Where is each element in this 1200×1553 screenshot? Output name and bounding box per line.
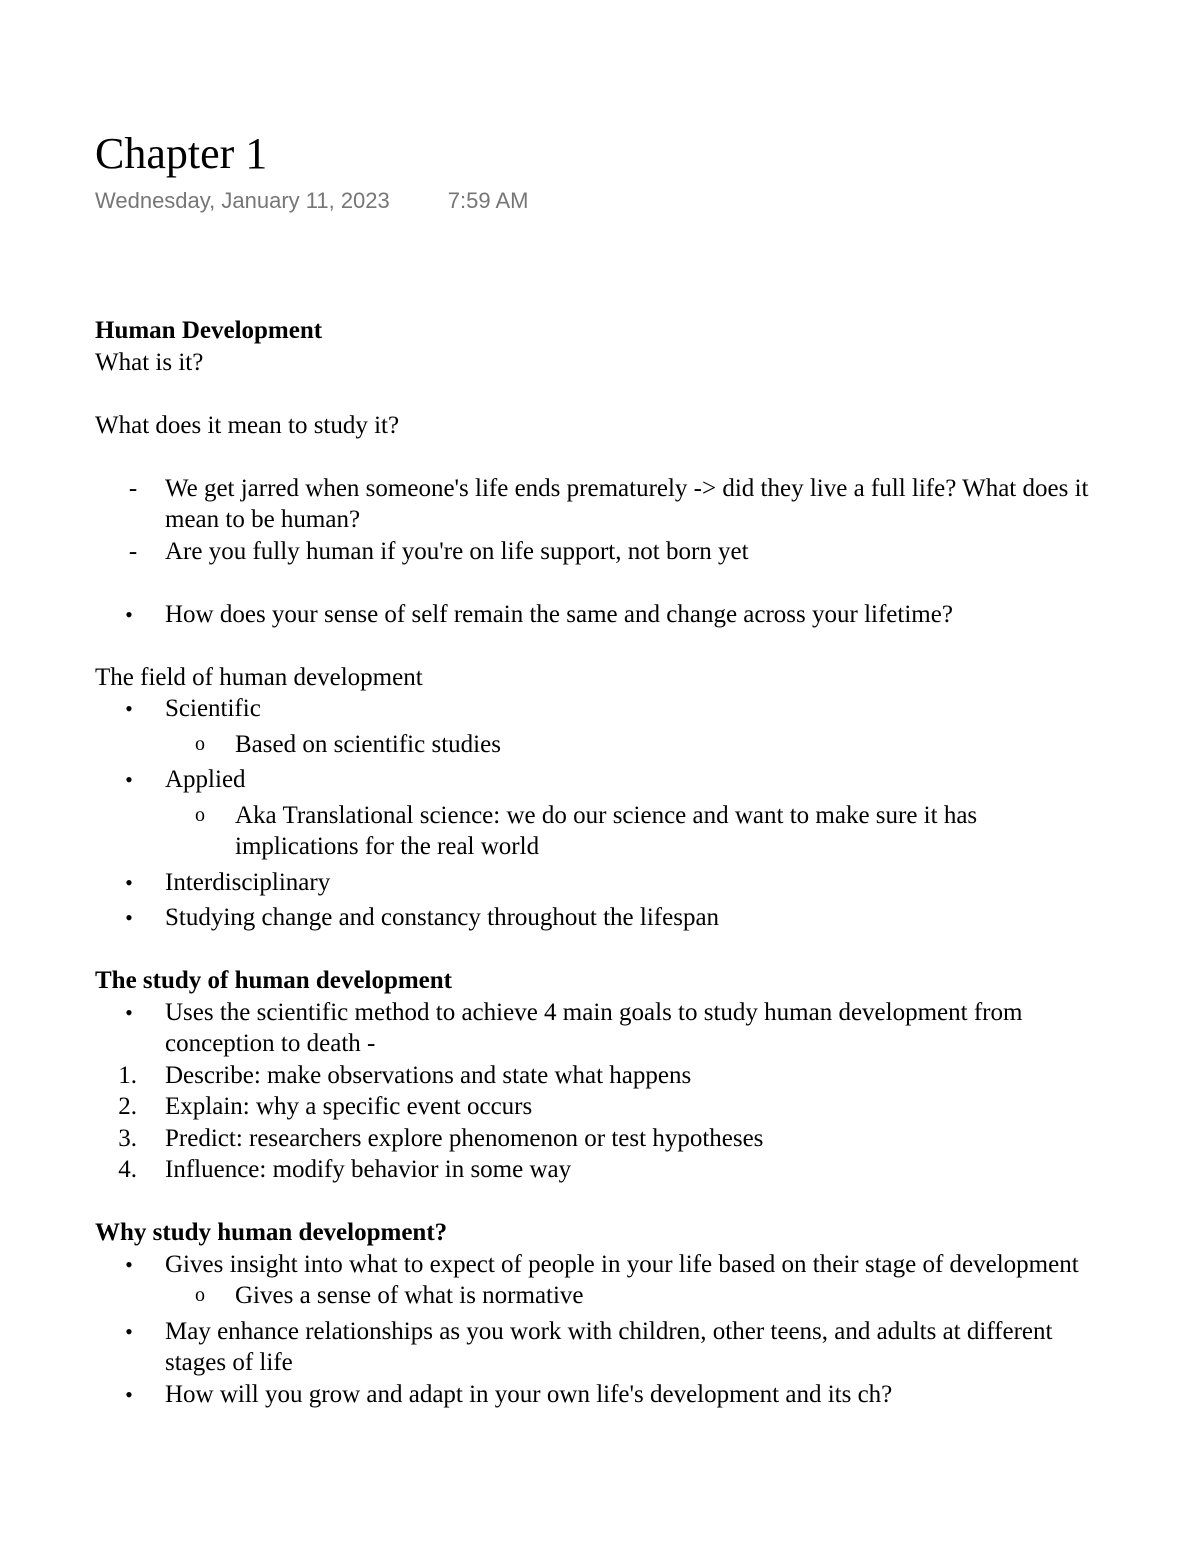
page-date: Wednesday, January 11, 2023 <box>95 188 390 213</box>
list-item: - We get jarred when someone's life ends prematurely -> did they live a full life? What does it mean to be human? <box>128 474 1089 533</box>
list-item: • Gives insight into what to expect of people in your life based on their stage of development <box>125 1250 1079 1278</box>
bullet-list <box>95 997 1105 1060</box>
list-item: • May enhance relationships as you work with children, other teens, and adults at different stages of life <box>125 1317 1053 1376</box>
list-item: o Gives a sense of what is normative <box>195 1282 584 1309</box>
list-item: 4. Influence: modify behavior in some way <box>118 1156 572 1183</box>
list-item: • Scientific <box>125 695 261 722</box>
bullet-list <box>95 599 1105 631</box>
question-what-is-it: What is it? <box>95 348 204 376</box>
bullet-list <box>95 764 1105 796</box>
bullet-list <box>95 1316 1105 1411</box>
list-item: • Studying change and constancy throughout the lifespan <box>125 904 720 931</box>
note-page <box>95 0 1105 1553</box>
list-item: • How does your sense of self remain the same and change across your lifetime? <box>125 600 953 628</box>
page-time: 7:59 AM <box>447 188 529 213</box>
page-title[interactable]: Chapter 1 <box>95 129 268 178</box>
section-heading-field: The field of human development <box>95 663 423 691</box>
section-heading-study: The study of human development <box>95 967 452 994</box>
list-item: 1. Describe: make observations and state what happens <box>118 1061 692 1089</box>
section-heading-human-development: Human Development <box>95 317 323 344</box>
section-heading-why: Why study human development? <box>95 1219 448 1246</box>
page-meta <box>95 187 528 215</box>
list-item: 3. Predict: researchers explore phenomenon or test hypotheses <box>118 1124 764 1152</box>
sub-bullet-list <box>95 1280 1105 1312</box>
bullet-list <box>95 693 1105 725</box>
sub-bullet-list <box>95 729 1105 761</box>
bullet-list <box>95 867 1105 934</box>
list-item: o Based on scientific studies <box>195 730 501 758</box>
list-item: o Aka Translational science: we do our science and want to make sure it has implications for the real world <box>195 801 978 860</box>
list-item: • How will you grow and adapt in your own life's development and its ch? <box>125 1380 893 1408</box>
question-what-does-it-mean: What does it mean to study it? <box>95 411 400 439</box>
dash-list <box>95 473 1105 568</box>
list-item: • Uses the scientific method to achieve 4 main goals to study human development from conception to death - <box>125 998 1023 1057</box>
list-item: - Are you fully human if you're on life support, not born yet <box>128 537 749 565</box>
numbered-list <box>95 1060 1105 1186</box>
note-body[interactable] <box>95 315 1105 1440</box>
sub-bullet-list <box>95 800 1105 863</box>
bullet-list <box>95 1249 1105 1281</box>
list-item: • Interdisciplinary <box>125 868 331 896</box>
list-item: • Applied <box>125 766 246 793</box>
list-item: 2. Explain: why a specific event occurs <box>118 1093 533 1120</box>
